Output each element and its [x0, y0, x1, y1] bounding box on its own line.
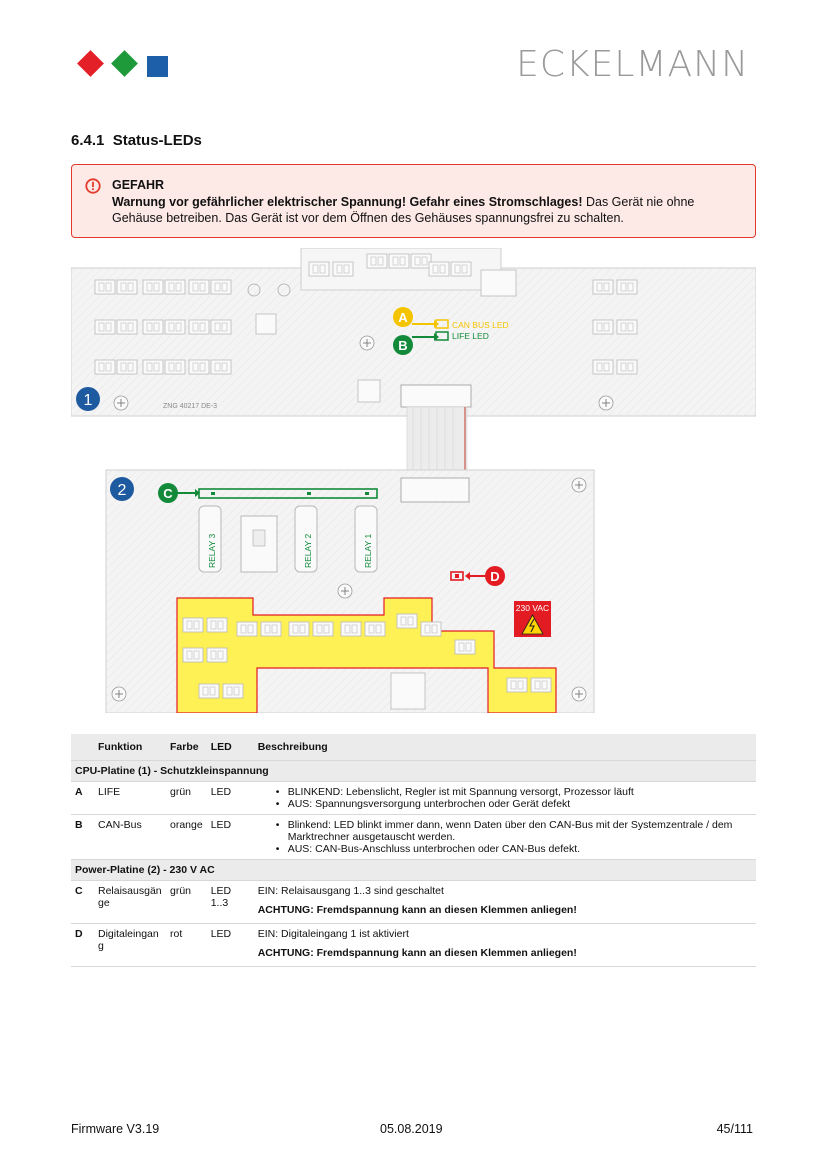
row-farbe: grün — [166, 781, 207, 814]
row-letter: C — [71, 880, 94, 923]
row-led: LED — [207, 923, 254, 966]
row-led: LED — [207, 814, 254, 859]
table-header-letter — [71, 734, 94, 760]
row-led: LED 1..3 — [207, 880, 254, 923]
row-farbe: orange — [166, 814, 207, 859]
bullet-item: • AUS: CAN-Bus-Anschluss unterbrochen oder CAN-Bus defekt. — [258, 843, 752, 855]
bullet-item: • Blinkend: LED blinkt immer dann, wenn Daten über den CAN-Bus mit der Systemzentrale / dem Marktrechner ausgetauscht werden. — [258, 819, 752, 843]
board-illustration — [71, 248, 756, 713]
row-farbe: grün — [166, 880, 207, 923]
can-bus-led-label: CAN BUS LED — [452, 320, 509, 330]
life-led-label: LIFE LED — [452, 331, 489, 341]
table-row — [71, 923, 756, 966]
table-row — [71, 814, 756, 859]
row-beschreibung — [254, 814, 756, 859]
ribbon-cable — [407, 407, 467, 477]
table-header-farbe: Farbe — [166, 734, 207, 760]
row-description-text: EIN: Relaisausgang 1..3 sind geschaltet — [257, 884, 444, 897]
svg-text:RELAY 1: RELAY 1 — [363, 533, 373, 568]
row-funktion: Relaisausgänge — [94, 880, 166, 923]
danger-text — [112, 194, 742, 226]
power-board — [106, 470, 594, 713]
footer-page-number: 45/111 — [716, 1122, 753, 1136]
voltage-label: 230 VAC — [515, 603, 550, 613]
table-header-beschreibung: Beschreibung — [254, 734, 756, 760]
footer-date: 05.08.2019 — [380, 1122, 443, 1136]
cpu-board-label: ZNG 40217 DE-3 — [163, 403, 218, 410]
section-title — [71, 132, 202, 149]
row-warning-text: ACHTUNG: Fremdspannung kann an diesen Klemmen anliegen! — [257, 903, 577, 916]
row-beschreibung — [254, 923, 756, 966]
svg-text:RELAY 3: RELAY 3 — [207, 533, 217, 568]
eckelmann-logo-squares — [74, 50, 169, 80]
table-group-row — [71, 859, 756, 880]
svg-text:D: D — [490, 569, 500, 584]
warning-circle-icon — [85, 178, 101, 194]
table-group-row — [71, 760, 756, 781]
svg-text:2: 2 — [117, 482, 127, 499]
svg-text:B: B — [398, 338, 408, 353]
row-beschreibung — [254, 880, 756, 923]
row-letter: A — [71, 781, 94, 814]
row-letter: B — [71, 814, 94, 859]
logo-red-square — [77, 50, 104, 77]
section-number: 6.4.1 — [71, 132, 105, 149]
row-warning-text: ACHTUNG: Fremdspannung kann an diesen Klemmen anliegen! — [257, 946, 577, 959]
danger-notice — [71, 164, 756, 238]
svg-text:RELAY 2: RELAY 2 — [303, 533, 313, 568]
svg-text:C: C — [163, 486, 173, 501]
row-letter: D — [71, 923, 94, 966]
svg-text:A: A — [398, 310, 408, 325]
row-funktion: Digitaleingang — [94, 923, 166, 966]
row-funktion: CAN-Bus — [94, 814, 166, 859]
row-description-text: EIN: Digitaleingang 1 ist aktiviert — [257, 927, 409, 940]
danger-bold-text: Warnung vor gefährlicher elektrischer Spannung! Gefahr eines Stromschlages! — [112, 195, 583, 209]
row-funktion: LIFE — [94, 781, 166, 814]
brand-name: ECKELMANN — [516, 44, 749, 85]
bullet-item: • BLINKEND: Lebenslicht, Regler ist mit Spannung versorgt, Prozessor läuft — [258, 786, 752, 798]
cpu-board — [71, 248, 756, 416]
danger-body-text: Das Gerät nie ohne Gehäuse betreiben. Das Gerät ist vor dem Öffnen des Gehäuses spannungsfrei zu schalten. — [112, 195, 695, 225]
footer-firmware: Firmware V3.19 — [71, 1122, 160, 1136]
table-row — [71, 781, 756, 814]
logo-blue-square — [147, 56, 168, 77]
row-beschreibung — [254, 781, 756, 814]
group-power-platine: Power-Platine (2) - 230 V AC — [71, 859, 756, 880]
table-header-row — [71, 734, 756, 760]
danger-title: GEFAHR — [112, 178, 165, 192]
bullet-item: • AUS: Spannungsversorgung unterbrochen oder Gerät defekt — [258, 798, 752, 810]
table-row — [71, 880, 756, 923]
group-cpu-platine: CPU-Platine (1) - Schutzkleinspannung — [71, 760, 756, 781]
status-led-table — [71, 734, 756, 967]
section-title-text: Status-LEDs — [112, 132, 202, 149]
row-led: LED — [207, 781, 254, 814]
table-header-funktion: Funktion — [94, 734, 166, 760]
row-farbe: rot — [166, 923, 207, 966]
logo-green-square — [111, 50, 138, 77]
svg-text:1: 1 — [83, 392, 93, 409]
table-header-led: LED — [207, 734, 254, 760]
